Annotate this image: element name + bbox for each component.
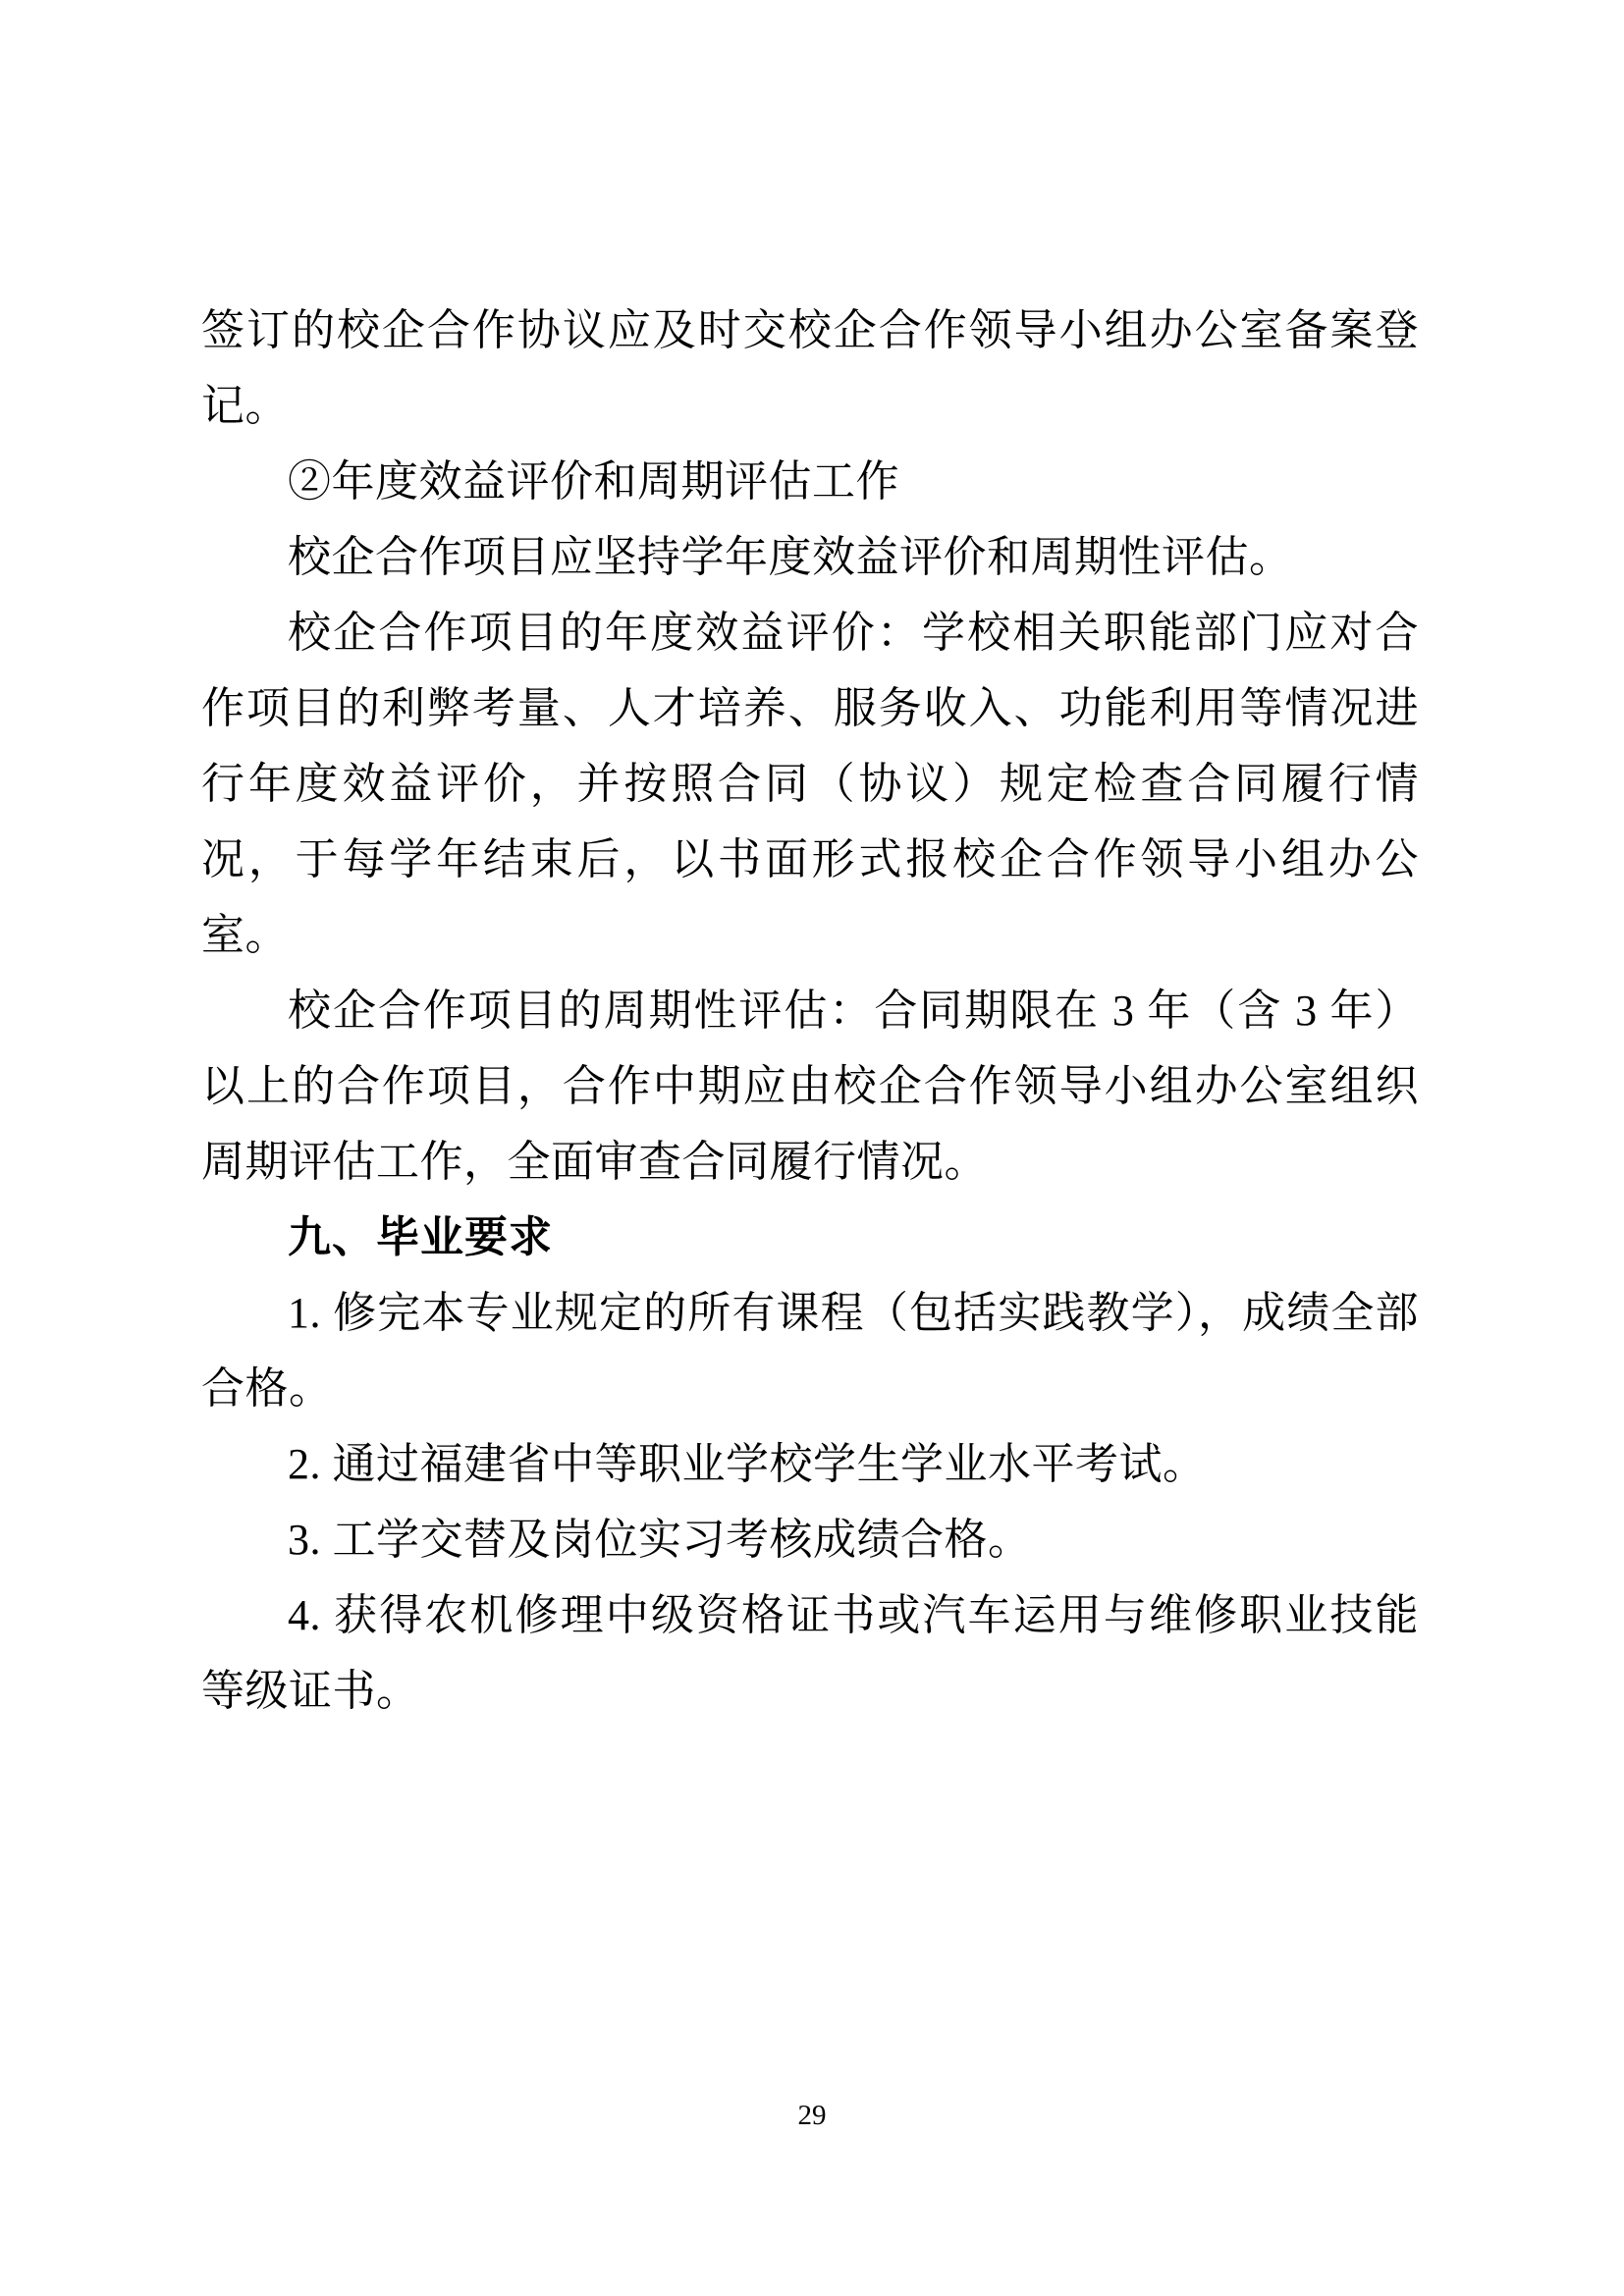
paragraph: 3. 工学交替及岗位实习考核成绩合格。 xyxy=(288,1516,1032,1564)
document-body xyxy=(201,293,1419,1729)
page-footer xyxy=(0,2099,1624,2132)
paragraph: 1. 修完本专业规定的所有课程（包括实践教学），成绩全部合格。 xyxy=(201,1289,1419,1413)
paragraph: 2. 通过福建省中等职业学校学生学业水平考试。 xyxy=(288,1440,1207,1488)
page-number: 29 xyxy=(797,2100,827,2131)
paragraph: 4. 获得农机修理中级资格证书或汽车运用与维修职业技能等级证书。 xyxy=(201,1591,1419,1715)
paragraph: 签订的校企合作协议应及时交校企合作领导小组办公室备案登记。 xyxy=(201,306,1419,430)
paragraph: ②年度效益评价和周期评估工作 xyxy=(288,457,899,506)
paragraph: 校企合作项目的周期性评估：合同期限在 3 年（含 3 年）以上的合作项目，合作中期应由校企合作领导小组办公室组织周期评估工作，全面审查合同履行情况。 xyxy=(201,987,1419,1186)
paragraph: 校企合作项目应坚持学年度效益评价和周期性评估。 xyxy=(288,533,1293,581)
section-heading: 九、毕业要求 xyxy=(288,1213,553,1261)
paragraph: 校企合作项目的年度效益评价：学校相关职能部门应对合作项目的利弊考量、人才培养、服务收入、功能利用等情况进行年度效益评价，并按照合同（协议）规定检查合同履行情况，于每学年结束后，以书面形式报校企合作领导小组办公室。 xyxy=(201,609,1419,959)
